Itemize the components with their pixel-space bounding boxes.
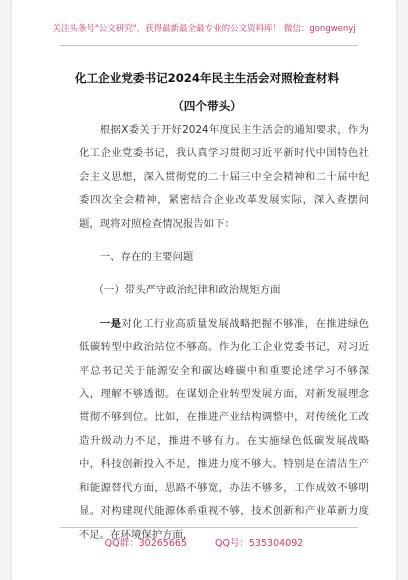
subsection-heading: （一）带头严守政治纪律和政治规矩方面 [93,284,281,297]
qq-group: QQ群：30265665 [104,538,187,549]
footer-divider [60,527,358,528]
qq-number: QQ号：535304092 [214,538,304,549]
paragraph-lead: 一是 [99,317,122,330]
intro-paragraph: 根据X委关于开好2024年度民主生活会的通知要求，作为化工企业党委书记，我认真学习贯彻习近平新时代中国特色社会主义思想，深入贯彻党的二十届三中全会精神和二十届中纪委四次全会精神，紧密结合企业改革发展实际，深入查摆问题，现将对照检查情况报告如下： [79,124,369,230]
header-divider [60,45,358,46]
paragraph-body: 对化工行业高质量发展战略把握不够准，在推进绿色低碳转型中政治站位不够高。作为化工企业党委书记，对习近平总书记关于能源安全和碳达峰碳中和重要论述学习不够深入，理解不够透彻。在谋划企业转型发展方面，对新发展理念贯彻不够到位。比如，在推进产业结构调整中，对传统化工改造升级动力不足，推进不够有力。在实施绿色低碳发展战略中，科技创新投入不足，推进力度不够大。特别是在清洁生产和能源替代方面，思路不够宽，办法不够多，工作成效不够明显。对构建现代能源体系重视不够，技术创新和产业革新力度不足。在环境保护方面， [79,317,370,541]
document-title: 化工企业党委书记2024年民主生活会对照检查材料（四个带头） [74,71,340,113]
document-body [79,119,369,547]
header-banner: 关注头条号"公文研究"，获得最新最全最专业的公文资料库！ 微信：gongwenyj [52,24,356,34]
footer [12,535,396,549]
section-heading: 一、存在的主要问题 [99,251,194,264]
body-paragraph [79,313,369,547]
document-page [12,0,396,580]
